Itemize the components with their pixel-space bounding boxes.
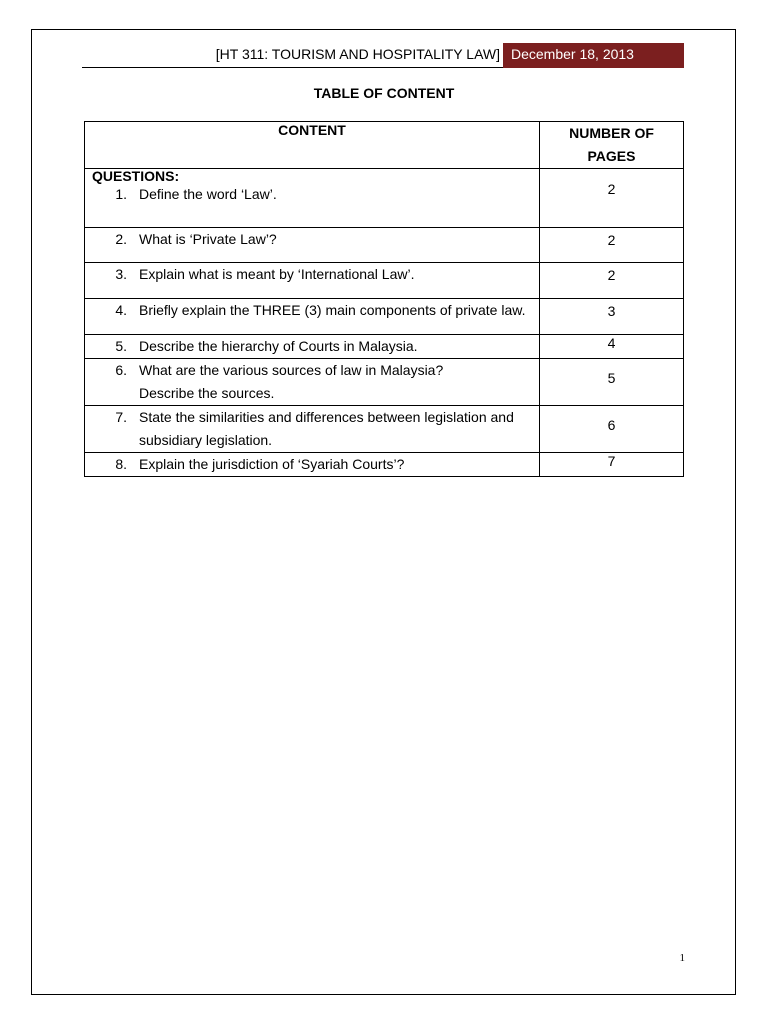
- content-cell: [85, 359, 540, 406]
- content-cell: [85, 228, 540, 263]
- content-cell: [85, 299, 540, 335]
- item-text: Explain what is meant by ‘International Law’.: [139, 266, 415, 282]
- item-text-continued: Describe the sources.: [139, 385, 275, 401]
- page-count: 7: [540, 453, 684, 477]
- item-number: 7.: [115, 409, 127, 425]
- item-text: Briefly explain the THREE (3) main components of private law.: [139, 302, 526, 318]
- item-number: 1.: [115, 186, 127, 202]
- table-of-contents: [84, 121, 684, 477]
- content-cell: [85, 453, 540, 477]
- item-number: 3.: [115, 266, 127, 282]
- item-text: What is ‘Private Law’?: [139, 231, 277, 247]
- item-number: 8.: [115, 456, 127, 472]
- table-row: [85, 406, 684, 453]
- document-title: TABLE OF CONTENT: [313, 85, 455, 101]
- page-count: 2: [540, 169, 684, 228]
- table-row: [85, 299, 684, 335]
- item-number: 4.: [115, 302, 127, 318]
- content-cell: [85, 263, 540, 299]
- item-number: 6.: [115, 362, 127, 378]
- page-count: 4: [540, 335, 684, 359]
- item-text: What are the various sources of law in Malaysia?: [139, 362, 444, 378]
- item-text: State the similarities and differences between legislation and: [139, 409, 514, 425]
- item-text: Explain the jurisdiction of ‘Syariah Courts’?: [139, 456, 405, 472]
- item-text: Describe the hierarchy of Courts in Malaysia.: [139, 338, 418, 354]
- header-date-badge: December 18, 2013: [503, 43, 684, 68]
- course-title: [HT 311: TOURISM AND HOSPITALITY LAW]: [215, 46, 500, 62]
- page-count: 2: [540, 228, 684, 263]
- table-row: [85, 228, 684, 263]
- running-header: [82, 43, 684, 68]
- content-cell: [85, 169, 540, 228]
- item-number: 2.: [115, 231, 127, 247]
- content-cell: [85, 406, 540, 453]
- table-row: [85, 453, 684, 477]
- page-count: 3: [540, 299, 684, 335]
- item-text: Define the word ‘Law’.: [139, 186, 277, 202]
- page-number: 1: [679, 952, 685, 964]
- table-row: [85, 359, 684, 406]
- content-cell: [85, 335, 540, 359]
- page-count: 5: [540, 359, 684, 406]
- item-text-continued: subsidiary legislation.: [139, 432, 273, 448]
- item-number: 5.: [115, 338, 127, 354]
- header-rule: [82, 67, 503, 68]
- table-row: [85, 335, 684, 359]
- content-column-header: CONTENT: [85, 122, 540, 169]
- questions-label: QUESTIONS:: [92, 168, 180, 184]
- page-count: 2: [540, 263, 684, 299]
- pages-column-header: NUMBER OF PAGES: [540, 122, 684, 169]
- page-count: 6: [540, 406, 684, 453]
- table-row: [85, 169, 684, 228]
- table-row: [85, 263, 684, 299]
- table-header-row: [85, 122, 684, 169]
